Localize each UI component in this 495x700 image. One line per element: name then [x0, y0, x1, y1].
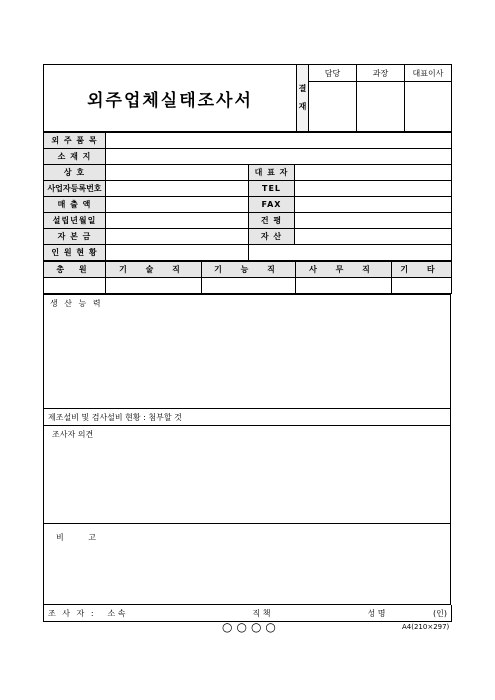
- label-item: 외 주 품 목: [44, 133, 106, 149]
- value-founded[interactable]: [106, 213, 249, 229]
- label-staff: 인 원 현 황: [44, 245, 106, 261]
- staff-header-total: 총 원: [44, 262, 106, 278]
- equipment-section[interactable]: [44, 409, 451, 426]
- label-ceo: 대 표 자: [249, 165, 295, 181]
- capacity-label: 생 산 능 력: [50, 299, 103, 308]
- value-reg-no[interactable]: [106, 181, 249, 197]
- approval-label-1: 결: [298, 84, 307, 93]
- paper-size-label: A4(210×297): [402, 623, 450, 631]
- value-building[interactable]: [295, 213, 452, 229]
- org-circles: ○○○○: [222, 620, 280, 634]
- approval-sign-manager[interactable]: [357, 82, 405, 132]
- value-ceo[interactable]: [295, 165, 452, 181]
- label-fax: FAX: [249, 197, 295, 213]
- staff-header-technical: 기 술 직: [106, 262, 202, 278]
- label-assets: 자 산: [249, 229, 295, 245]
- label-founded: 설립년월일: [44, 213, 106, 229]
- opinion-label: 조사자 의견: [52, 430, 94, 439]
- approval-sign-ceo[interactable]: [405, 82, 452, 132]
- value-sales[interactable]: [106, 197, 249, 213]
- label-company: 상 호: [44, 165, 106, 181]
- label-sales: 매 출 액: [44, 197, 106, 213]
- label-location: 소 재 지: [44, 149, 106, 165]
- approval-header-manager: 과장: [357, 65, 405, 82]
- opinion-section[interactable]: [44, 426, 451, 524]
- footer-position: 직 책: [209, 605, 332, 622]
- value-tel[interactable]: [295, 181, 452, 197]
- staff-header-skilled: 기 능 직: [202, 262, 296, 278]
- header-table: [43, 64, 452, 132]
- staff-table: [43, 261, 452, 294]
- approval-label-2: 재: [298, 102, 307, 111]
- value-assets[interactable]: [295, 229, 452, 245]
- label-tel: TEL: [249, 181, 295, 197]
- label-capital: 자 본 금: [44, 229, 106, 245]
- footer-affiliation: 소 속: [104, 605, 209, 622]
- info-table: [43, 132, 452, 261]
- document-title: 외주업체실태조사서: [44, 65, 297, 132]
- staff-header-other: 기 타: [392, 262, 452, 278]
- footer-name: 성 명: [332, 605, 422, 622]
- footer-seal: (인): [422, 605, 452, 622]
- approval-header-staff: 담당: [309, 65, 357, 82]
- value-item[interactable]: [106, 133, 452, 149]
- staff-value-office[interactable]: [296, 278, 392, 294]
- staff-value-total[interactable]: [44, 278, 106, 294]
- approval-side-label: [297, 65, 309, 132]
- remarks-section[interactable]: [44, 524, 451, 605]
- approval-header-ceo: 대표이사: [405, 65, 452, 82]
- remarks-label: 비 고: [56, 533, 98, 542]
- label-building: 건 평: [249, 213, 295, 229]
- capacity-section[interactable]: [44, 295, 451, 409]
- staff-value-other[interactable]: [392, 278, 452, 294]
- value-staff[interactable]: [106, 245, 249, 261]
- equipment-label: 제조설비 및 검사설비 현황 : 첨부할 것: [48, 412, 182, 422]
- value-company[interactable]: [106, 165, 249, 181]
- staff-header-office: 사 무 직: [296, 262, 392, 278]
- footer-inspector: 조 사 자 :: [44, 605, 104, 622]
- survey-form: [43, 64, 451, 622]
- staff-value-skilled[interactable]: [202, 278, 296, 294]
- value-staff-extra[interactable]: [249, 245, 452, 261]
- value-fax[interactable]: [295, 197, 452, 213]
- approval-sign-staff[interactable]: [309, 82, 357, 132]
- staff-value-technical[interactable]: [106, 278, 202, 294]
- value-capital[interactable]: [106, 229, 249, 245]
- label-reg-no: 사업자등록번호: [44, 181, 106, 197]
- value-location[interactable]: [106, 149, 452, 165]
- sections-table: [43, 294, 451, 605]
